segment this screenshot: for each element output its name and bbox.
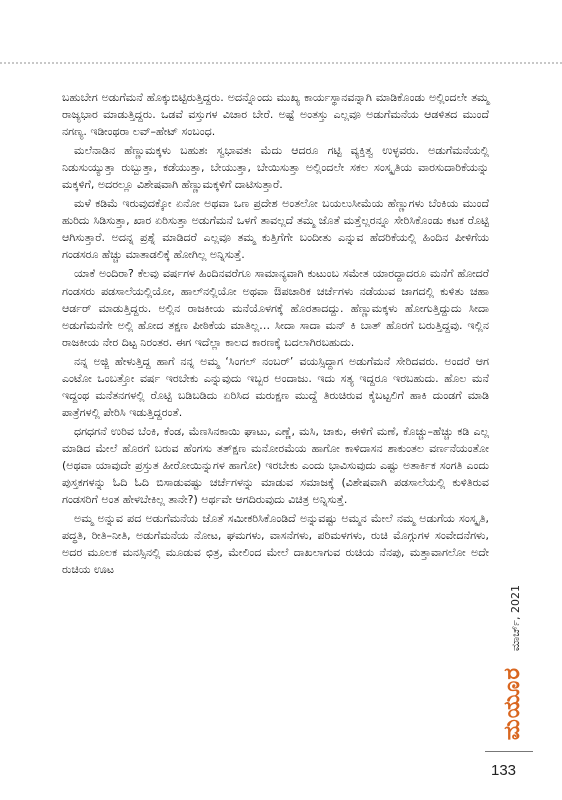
paragraph: ಮಲೆನಾಡಿನ ಹೆಣ್ಣುಮಕ್ಕಳು ಬಹುಶಃ ಸ್ವಭಾವತಃ ಮೆದು ಆದರೂ ಗಟ್ಟಿ ವ್ಯಕ್ತಿತ್ವ ಉಳ್ಳವರು. ಅಡುಗೆಮನೆಯಲ್ಲಿ ನಿಡುಸುಯ್ಯುತ್ತಾ ರುಬ್ಬುತ್ತಾ, ಕಡೆಯುತ್ತಾ, ಬೇಯುತ್ತಾ, ಬೇಯಿಸುತ್ತಾ ಅಲ್ಲಿಂದಲೇ ಸಕಲ ಸಂಸ್ಕೃತಿಯ ವಾರಸುದಾರಿಕೆಯನ್ನು ಮಕ್ಕಳಿಗೆ, ಅದರಲ್ಲೂ ವಿಶೇಷವಾಗಿ ಹೆಣ್ಣುಮಕ್ಕಳಿಗೆ ದಾಟಿಸುತ್ತಾರೆ.	[62, 144, 489, 192]
paragraph: ಮಳೆ ಕಡಿಮೆ ಇರುವುದಕ್ಕೋ ಏನೋ ಅಥವಾ ಒಣ ಪ್ರದೇಶ ಅಂತಲೋ ಬಯಲುಸೀಮೆಯ ಹೆಣ್ಣುಗಳು ಬೆಂಕಿಯ ಮುಂದೆ ಹುರಿದು ಸಿಡಿಸುತ್ತಾ, ಖಾರ ಏರಿಸುತ್ತಾ ಅಡುಗೆಮನೆ ಒಳಗೆ ತಾವಲ್ಲದೆ ತಮ್ಮ ಜೊತೆ ಮತ್ತೆಲ್ಲರನ್ನೂ ಸೇರಿಸಿಕೊಂಡು ಕಟಕ ರೊಟ್ಟಿ ಆಗಿಸುತ್ತಾರೆ. ಅದನ್ನ ಪ್ರಶ್ನೆ ಮಾಡಿದರೆ ಎಲ್ಲವೂ ತಮ್ಮ ಕುತ್ತಿಗೆಗೇ ಬಂದೀತು ಎನ್ನುವ ಹೆದರಿಕೆಯಲ್ಲಿ ಹಿಂದಿನ ಪೀಳಿಗೆಯ ಗಂಡಸರೂ ಹೆಚ್ಚು ಮಾತಾಡಲಿಕ್ಕೆ ಹೋಗಿಲ್ಲ ಅನ್ನಿಸುತ್ತೆ.	[62, 197, 489, 262]
paragraph: ಅಮ್ಮ ಅನ್ನುವ ಪದ ಅಡುಗೆಮನೆಯ ಜೊತೆ ಸಮೀಕರಿಸಿಕೊಂಡಿದೆ ಅನ್ನುವಷ್ಟು ಅಮ್ಮನ ಮೇಲೆ ನಮ್ಮ ಅಡುಗೆಯ ಸಂಸ್ಕೃತಿ, ಪದ್ಧತಿ, ರೀತಿ–ನೀತಿ, ಅಡುಗೆಮನೆಯ ನೋಟ, ಘಮಗಳು, ವಾಸನೆಗಳು, ಪರಿಮಳಗಳು, ರುಚಿ ಮೊಗ್ಗುಗಳ ಸಂವೇದನೆಗಳು, ಅದರ ಮೂಲಕ ಮನಸ್ಸಿನಲ್ಲಿ ಮೂಡುವ ಛಿತ್ರ, ಮೇಲಿಂದ ಮೇಲೆ ದಾಖಲಾಗುವ ರುಚಿಯ ನೆನಪು, ಮತ್ತಾವಾಗಲೋ ಅದೇ ರುಚಿಯ ಊಟ	[62, 512, 489, 577]
page-number-rule	[485, 751, 533, 752]
paragraph: ಬಹುಬೇಗ ಅಡುಗೆಮನೆ ಹೊಕ್ಕುಬಿಟ್ಟಿರುತ್ತಿದ್ದರು. ಅದನ್ನೊಂದು ಮುಖ್ಯ ಕಾರ್ಯಸ್ಥಾನವನ್ನಾಗಿ ಮಾಡಿಕೊಂಡು ಅಲ್ಲಿಂದಲೇ ತಮ್ಮ ರಾಜ್ಯಭಾರ ಮಾಡುತ್ತಿದ್ದರು. ಒಡವೆ ವಸ್ತುಗಳ ವಿಚಾರ ಬೇರೆ. ಅಷ್ಟೆ ಅಂತಸ್ತು ಎಲ್ಲವೂ ಅಡುಗೆಮನೆಯ ಆಡಳಿತದ ಮುಂದೆ ನಗಣ್ಯ. ಇಡೀಂಥರಾ ಲವ್–ಹೇಟ್ ಸಂಬಂಧ.	[62, 91, 489, 139]
top-dotted-rule	[0, 62, 562, 64]
paragraph: ಯಾಕೆ ಅಂದಿರಾ? ಕೆಲವು ವರ್ಷಗಳ ಹಿಂದಿನವರೆಗೂ ಸಾಮಾನ್ಯವಾಗಿ ಕುಟುಂಬ ಸಮೇತ ಯಾರದ್ದಾದರೂ ಮನೆಗೆ ಹೋದರೆ ಗಂಡಸರು ಪಡಸಾಲೆಯಲ್ಲಿಯೋ, ಹಾಲ್‌ನಲ್ಲಿಯೋ ಅಥವಾ ಔಪಚಾರಿಕ ಚರ್ಚೆಗಳು ನಡೆಯುವ ಜಾಗದಲ್ಲಿ ಕುಳಿತು ಚಹಾ ಆರ್ಡರ್ ಮಾಡುತ್ತಿದ್ದರು. ಅಲ್ಲಿನ ರಾಜಕೀಯ ಮನೆಯೊಳಗಕ್ಕೆ ಹೊರತಾದದ್ದು. ಹೆಣ್ಣುಮಕ್ಕಳು ಹೋಗುತ್ತಿದ್ದುದು ಸೀದಾ ಅಡುಗೆಮನೆಗೇ ಅಲ್ಲಿ ಹೋದ ತಕ್ಷಣ ಪೀಠಿಕೆಯ ಮಾತಿಲ್ಲ… ಸೀದಾ ಸಾದಾ ಮನ್ ಕಿ ಬಾತ್ ಹೊರಗೆ ಬರುತ್ತಿದ್ದವು. ಇಲ್ಲಿನ ರಾಜಕೀಯ ನೇರ ದಿಟ್ಟ ನಿರಂತರ. ಈಗ ಇದೆಲ್ಲಾ ಕಾಲದ ಕಾರಣಕ್ಕೆ ಬದಲಾಗಿರಬಹುದು.	[62, 267, 489, 349]
paragraph: ಧಗಧಗನೆ ಉರಿವ ಬೆಂಕಿ, ಕೆಂಡ, ಮೆಣಸಿನಕಾಯಿ ಘಾಟು, ಎಣ್ಣೆ, ಮಸಿ, ಚಾಕು, ಈಳಿಗೆ ಮಣೆ, ಕೊಚ್ಚು–ಹೆಚ್ಚು ಕಡಿ ಎಲ್ಲ ಮಾಡಿದ ಮೇಲೆ ಹೊರಗೆ ಬರುವ ಹೆಂಗಸು ತತ್‌ಕ್ಷಣ ಮನೋರಮೆಯ ಹಾಗೋ ಕಾಳಿದಾಸನ ಶಾಕುಂತಲ ವರ್ಣನೆಯಂತೋ (ಅಥವಾ ಯಾವುದೇ ಪ್ರಸ್ತುತ ಹೀರೋಯಿನ್ನುಗಳ ಹಾಗೋ) ಇರಬೇಕು ಎಂದು ಭಾವಿಸುವುದು ಎಷ್ಟು ಅತಾರ್ಕಿಕ ಸಂಗತಿ ಎಂದು ಪುಸ್ತಕಗಳನ್ನು ಓದಿ ಓದಿ ಬಿಸಾಡುವಷ್ಟು ಚರ್ಚೆಗಳನ್ನು ಮಾಡುವ ಸಮಾಜಕ್ಕೆ (ವಿಶೇಷವಾಗಿ ಪಡಸಾಲೆಯಲ್ಲಿ ಕುಳಿತಿರುವ ಗಂಡಸರಿಗೆ ಅಂತ ಹೇಳಬೇಕಿಲ್ಲ ತಾನೇ?) ಅರ್ಥವೇ ಆಗದಿರುವುದು ವಿಚಿತ್ರ ಅನ್ನಿಸುತ್ತೆ.	[62, 424, 489, 507]
article-body	[62, 89, 489, 580]
magazine-logo: ಮಯೂರ	[500, 667, 525, 741]
page-number: 133	[491, 762, 517, 779]
issue-date: ಮಾರ್ಚ್, 2021	[509, 585, 522, 652]
paragraph: ನನ್ನ ಅಜ್ಜಿ ಹೇಳುತ್ತಿದ್ದ ಹಾಗೆ ನನ್ನ ಅಮ್ಮ ‘ಸಿಂಗಲ್ ನಂಬರ್’ ವಯಸ್ಸಿದ್ದಾಗ ಅಡುಗೆಮನೆ ಸೇರಿದವರು. ಅಂದರೆ ಆಗ ಎಂಟೋ ಒಂಬತ್ತೋ ವರ್ಷ ಇರಬೇಕು ಎನ್ನುವುದು ಇಬ್ಬರ ಅಂದಾಜು. ಇದು ಸತ್ಯ ಇದ್ದರೂ ಇರಬಹುದು. ಹೊಲ ಮನೆ ಇದ್ದಂಥ ಮನೆತನಗಳಲ್ಲಿ ರೊಟ್ಟಿ ಬಡಿಬಡಿದು ಏರಿಸಿದ ಮರುಕ್ಷಣ ಮುದ್ದೆ ತಿರುಚಿರುವ ಕೈಬಟ್ಟಲಿಗೆ ಹಾಕಿ ದುಂಡಗೆ ಮಾಡಿ ಪಾತ್ರೆಗಳಲ್ಲಿ ಪೇರಿಸಿ ಇಡುತ್ತಿದ್ದರಂತೆ.	[62, 354, 489, 419]
